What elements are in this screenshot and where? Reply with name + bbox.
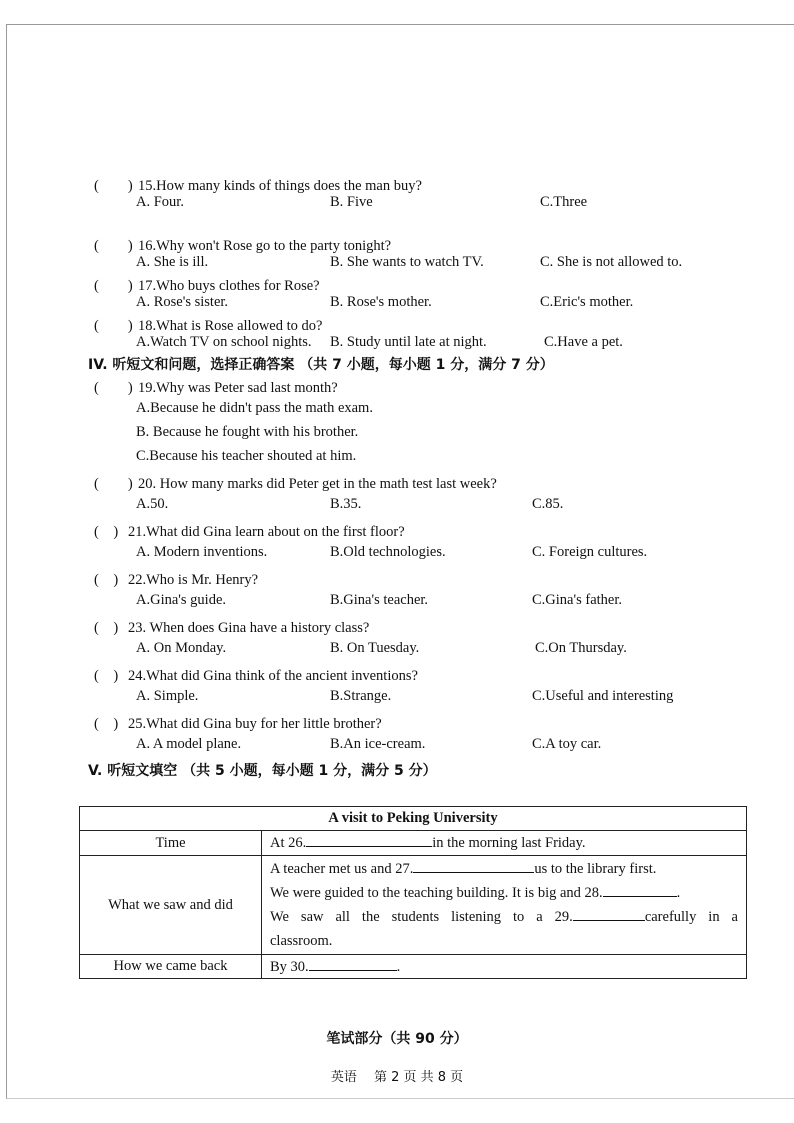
blank-29[interactable] bbox=[573, 908, 645, 921]
blank-26[interactable] bbox=[306, 834, 432, 847]
question-stem: 16.Why won't Rose go to the party tonight? bbox=[138, 238, 392, 254]
option-a: A. A model plane. bbox=[136, 736, 242, 752]
answer-bracket[interactable]: ( ) bbox=[94, 278, 133, 294]
question-23 bbox=[94, 616, 369, 637]
blank-29-suffix: carefully in a bbox=[644, 909, 738, 925]
question-24 bbox=[94, 664, 418, 685]
page-number: 英语 第 2 页 共 8 页 bbox=[330, 1070, 464, 1085]
question-stem: 20. How many marks did Peter get in the math test last week? bbox=[138, 476, 497, 492]
question-22 bbox=[94, 568, 258, 589]
option-c: C. She is not allowed to. bbox=[540, 254, 683, 270]
question-stem: 18.What is Rose allowed to do? bbox=[138, 318, 323, 334]
question-stem: 25.What did Gina buy for her little brother? bbox=[128, 716, 382, 732]
option-c: C.On Thursday. bbox=[535, 640, 627, 656]
question-stem: 24.What did Gina think of the ancient inventions? bbox=[128, 668, 418, 684]
question-stem: 19.Why was Peter sad last month? bbox=[138, 380, 338, 396]
question-stem: 15.How many kinds of things does the man buy? bbox=[138, 178, 422, 194]
blank-26-prefix: At 26. bbox=[270, 835, 307, 851]
blank-28-prefix: We were guided to the teaching building. It is big and 28. bbox=[270, 885, 603, 901]
question-stem: 21.What did Gina learn about on the first floor? bbox=[128, 524, 405, 540]
option-c: C.Because his teacher shouted at him. bbox=[136, 448, 357, 464]
answer-bracket[interactable]: ( ) bbox=[94, 380, 133, 396]
option-c: C. Foreign cultures. bbox=[532, 544, 648, 560]
option-c: C.Eric's mother. bbox=[540, 294, 634, 310]
table-title: A visit to Peking University bbox=[80, 807, 747, 831]
question-18 bbox=[94, 314, 322, 335]
option-b: B.Strange. bbox=[330, 688, 392, 704]
blank-26-suffix: in the morning last Friday. bbox=[432, 835, 586, 851]
option-a: A. Modern inventions. bbox=[136, 544, 268, 560]
question-20 bbox=[94, 472, 497, 493]
section-5-heading: V. 听短文填空 （共 5 小题，每小题 1 分，满分 5 分） bbox=[88, 763, 437, 779]
option-a: A. She is ill. bbox=[136, 254, 209, 270]
option-c: C.Three bbox=[540, 194, 588, 210]
option-b: B. Study until late at night. bbox=[330, 334, 487, 350]
option-a: A. Rose's sister. bbox=[136, 294, 229, 310]
question-stem: 23. When does Gina have a history class? bbox=[128, 620, 370, 636]
option-b: B. Rose's mother. bbox=[330, 294, 432, 310]
row-content-activities bbox=[262, 856, 747, 955]
question-16 bbox=[94, 234, 391, 255]
blank-28-suffix: . bbox=[676, 885, 681, 901]
row-label-return: How we came back bbox=[80, 955, 262, 979]
answer-bracket[interactable]: ( ) bbox=[94, 668, 119, 684]
line-29 bbox=[270, 905, 738, 929]
option-b: B.Gina's teacher. bbox=[330, 592, 429, 608]
blank-30-suffix: . bbox=[396, 958, 401, 975]
answer-bracket[interactable]: ( ) bbox=[94, 620, 119, 636]
option-a: A.Gina's guide. bbox=[136, 592, 227, 608]
fill-in-table bbox=[79, 806, 747, 979]
option-b: B.An ice-cream. bbox=[330, 736, 426, 752]
answer-bracket[interactable]: ( ) bbox=[94, 178, 133, 194]
row-label-activities: What we saw and did bbox=[80, 856, 262, 955]
row-label-time: Time bbox=[80, 831, 262, 856]
option-a: A.Because he didn't pass the math exam. bbox=[136, 400, 373, 416]
row-content-return bbox=[262, 955, 747, 979]
line-29-cont: classroom. bbox=[270, 933, 333, 949]
answer-bracket[interactable]: ( ) bbox=[94, 318, 133, 334]
question-25 bbox=[94, 712, 382, 733]
option-b: B.Old technologies. bbox=[330, 544, 446, 560]
option-b: B. Because he fought with his brother. bbox=[136, 424, 359, 440]
line-28 bbox=[270, 881, 738, 905]
answer-bracket[interactable]: ( ) bbox=[94, 476, 133, 492]
question-stem: 22.Who is Mr. Henry? bbox=[128, 572, 259, 588]
option-b: B. Five bbox=[330, 194, 373, 210]
question-15 bbox=[94, 174, 422, 195]
blank-30[interactable] bbox=[309, 958, 397, 971]
option-a: A. Four. bbox=[136, 194, 184, 210]
option-c: C.Gina's father. bbox=[532, 592, 622, 608]
line-27 bbox=[270, 857, 738, 881]
blank-29-prefix: We saw all the students listening to a 29. bbox=[270, 909, 573, 925]
option-a: A. On Monday. bbox=[136, 640, 227, 656]
written-section-title: 笔试部分（共 90 分） bbox=[326, 1031, 468, 1047]
question-21 bbox=[94, 520, 405, 541]
option-b: B.35. bbox=[330, 496, 362, 512]
question-19 bbox=[94, 376, 338, 397]
option-c: C.85. bbox=[532, 496, 564, 512]
blank-28[interactable] bbox=[603, 884, 677, 897]
row-content-time bbox=[262, 831, 747, 856]
question-17 bbox=[94, 274, 320, 295]
option-a: A.50. bbox=[136, 496, 169, 512]
option-b: B. She wants to watch TV. bbox=[330, 254, 484, 270]
option-c: C.Useful and interesting bbox=[532, 688, 674, 704]
answer-bracket[interactable]: ( ) bbox=[94, 524, 119, 540]
option-c: C.A toy car. bbox=[532, 736, 602, 752]
answer-bracket[interactable]: ( ) bbox=[94, 716, 119, 732]
option-c: C.Have a pet. bbox=[544, 334, 623, 350]
section-4-heading: IV. 听短文和问题，选择正确答案 （共 7 小题，每小题 1 分，满分 7 分） bbox=[88, 357, 554, 373]
question-stem: 17.Who buys clothes for Rose? bbox=[138, 278, 320, 294]
answer-bracket[interactable]: ( ) bbox=[94, 238, 133, 254]
option-b: B. On Tuesday. bbox=[330, 640, 420, 656]
blank-30-prefix: By 30. bbox=[270, 958, 309, 975]
option-a: A. Simple. bbox=[136, 688, 199, 704]
blank-27-suffix: us to the library first. bbox=[534, 861, 657, 877]
blank-27[interactable] bbox=[413, 860, 534, 873]
blank-27-prefix: A teacher met us and 27. bbox=[270, 861, 414, 877]
answer-bracket[interactable]: ( ) bbox=[94, 572, 119, 588]
option-a: A.Watch TV on school nights. bbox=[136, 334, 312, 350]
